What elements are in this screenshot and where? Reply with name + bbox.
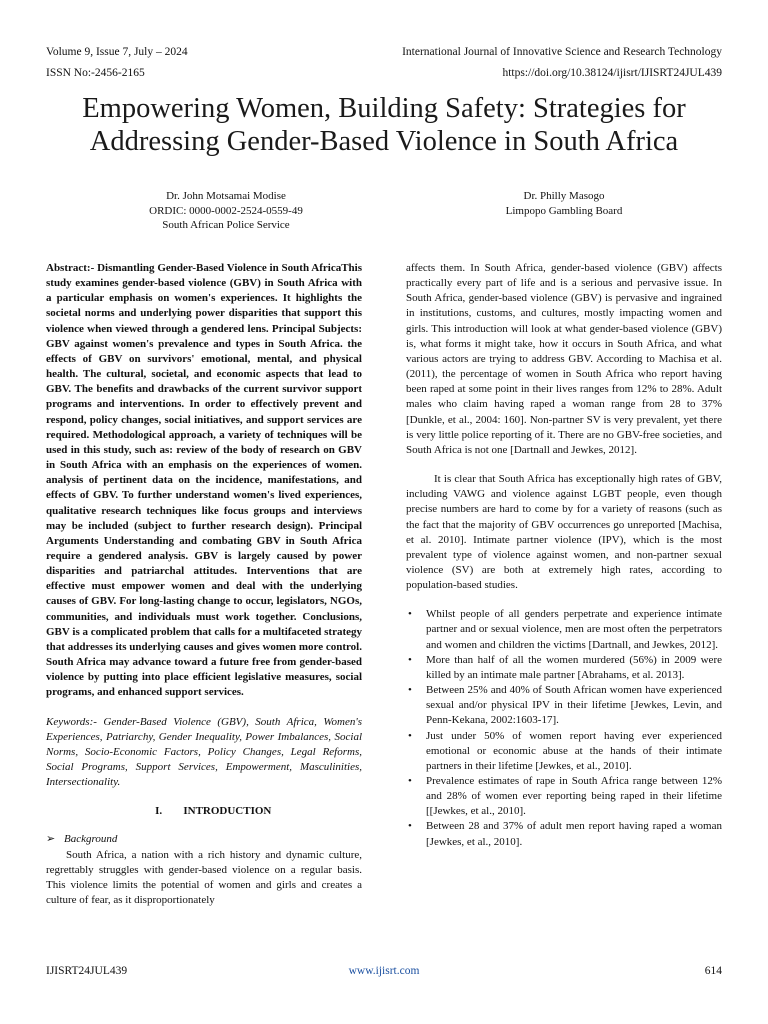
- arrow-bullet-icon: ➢: [46, 833, 56, 846]
- abstract: Abstract:- Dismantling Gender-Based Violence in South AfricaThis study examines gender-based violence (GBV) in South Africa with a particular emphasis on women's experiences. It highlights the societal norms and underlying power disparities that support this violence when viewed through a gendered lens. Principal Subjects: GBV against women's prevalence and types in South Africa. the effects of GBV on survivors' emotional, mental, and physical health. The cultural, societal, and economic aspects that lead to GBV. The benefits and drawbacks of the current survivor support programs and interventions. In order to effectively prevent and respond, policy changes, social initiatives, and support services are required. Methodological approach, a variety of techniques will be used in this study, such as: review of the body of research on GBV in South Africa with an emphasis on the experiences of women. analysis of pertinent data on the incidence, manifestations, and effects of GBV. To further understand women's lived experiences, qualitative research techniques like focus groups and interviews may be included (subject to further research design). Principal Arguments Understanding and combating GBV in South Africa require a gendered analysis. GBV is largely caused by power disparities and patriarchal attitudes. Interventions that are effective must empower women and deal with the underlying causes of GBV. For long-lasting change to occur, legislators, NGOs, communities, and individuals must work together. Conclusions, GBV is a complicated problem that calls for a multifaceted strategy that addresses its underlying causes and gives women more control. South Africa may advance toward a future free from gender-based violence by putting into place efficient legislative measures, social programs, and enhanced support services.: [46, 262, 362, 699]
- title-line-1: Empowering Women, Building Safety: Strategies for: [82, 93, 686, 124]
- list-item: • Whilst people of all genders perpetrate and experience intimate partner and or sexual violence, men are most often the perpetrators and women and children the victims [Dartnall, and Jewkes, 2012].: [406, 607, 722, 652]
- section-number: I.: [155, 805, 163, 818]
- author-affiliation: South African Police Service: [162, 219, 290, 231]
- list-item: • Prevalence estimates of rape in South Africa range between 12% and 28% of women ever reporting being raped in their lifetime [[Jewkes, et al., 2010].: [406, 774, 722, 819]
- journal-name: International Journal of Innovative Science and Research Technology: [402, 46, 722, 58]
- author-block-2: [434, 189, 694, 218]
- bullet-list: [406, 607, 722, 850]
- subsection-title: Background: [64, 833, 118, 846]
- right-column: [406, 261, 722, 850]
- left-column: [46, 261, 362, 908]
- volume-info: Volume 9, Issue 7, July – 2024: [46, 46, 188, 58]
- body-paragraph: It is clear that South Africa has exceptionally high rates of GBV, including VAWG and violence against LGBT people, even though precise numbers are hard to come by for a variety of reasons (such as the fact that the majority of GBV occurrences go unreported [Machisa, et al. 2010]. Intimate partner violence (IPV), which is the most prevalent type of violence against women, and non-partner sexual violence (SV) are both at extremely high rates, according to population-based studies.: [406, 473, 722, 592]
- keywords: Keywords:- Gender-Based Violence (GBV), South Africa, Women's Experiences, Patriarchy, Gender Inequality, Power Imbalances, Social Norms, Socio-Economic Factors, Policy Changes, Legal Reforms, Social Programs, Support Services, Empowerment, Masculinities, Intersectionality.: [46, 715, 362, 789]
- author-affiliation: Limpopo Gambling Board: [505, 204, 623, 217]
- author-orcid: ORDIC: 0000-0002-2524-0559-49: [149, 204, 303, 217]
- paper-title: [30, 92, 738, 158]
- subsection-heading: [46, 832, 362, 847]
- intro-paragraph-continued: affects them. In South Africa, gender-based violence (GBV) affects practically every part of life and is a serious and pervasive issue. In South Africa, gender-based violence (GBV) is pervasive and ingrained in institutions, customs, and cultures, mostly impacting women and girls. This introduction will look at what gender-based violence (GBV) is, what forms it might take, how it occurs in South Africa, and what various actors are trying to address GBV. According to Machisa et al. (2011), the percentage of women in South Africa who report having been raped at some point in their lives ranges from 12% to 28%. Adult males who claim having raped a woman range from 28 to 37% [Dunkle, et al., 2004: 160]. Non-partner SV is very prevalent, yet there is very little police reporting of it. There are no GBV-free societies, and South Africa is not one [Dartnall and Jewkes, 2012].: [406, 262, 722, 456]
- list-item: • Just under 50% of women report having ever experienced emotional or economic abuse at the hands of their intimate partners in their lifetime [Jewkes, et al., 2010].: [406, 729, 722, 774]
- author-block-1: [96, 189, 356, 233]
- section-heading: [46, 804, 362, 819]
- footer-paper-id: IJISRT24JUL439: [46, 965, 128, 977]
- author-name: Dr. John Motsamai Modise: [166, 190, 286, 202]
- list-item: • More than half of all the women murdered (56%) in 2009 were killed by an intimate male partner [Abrahams, et al. 2013].: [406, 653, 722, 683]
- author-name: Dr. Philly Masogo: [523, 190, 605, 202]
- doi-link[interactable]: https://doi.org/10.38124/ijisrt/IJISRT24JUL439: [502, 67, 722, 79]
- list-item: • Between 25% and 40% of South African women have experienced sexual and/or physical IPV in their lifetime [Jewkes, Levin, and Penn-Kekana, 2002:1603-17].: [406, 683, 722, 728]
- title-line-2: Addressing Gender-Based Violence in South Africa: [89, 126, 679, 157]
- issn: ISSN No:-2456-2165: [46, 67, 145, 79]
- section-title: INTRODUCTION: [183, 805, 272, 818]
- list-item: • Between 28 and 37% of adult men report having raped a woman [Jewkes, et al., 2010].: [406, 819, 722, 849]
- page-number: 614: [704, 965, 722, 977]
- intro-paragraph: South Africa, a nation with a rich history and dynamic culture, regrettably struggles with gender-based violence on a regular basis. This violence limits the potential of women and girls and creates a culture of fear, as it disproportionately: [46, 848, 362, 907]
- footer-website-link[interactable]: www.ijisrt.com: [348, 965, 420, 977]
